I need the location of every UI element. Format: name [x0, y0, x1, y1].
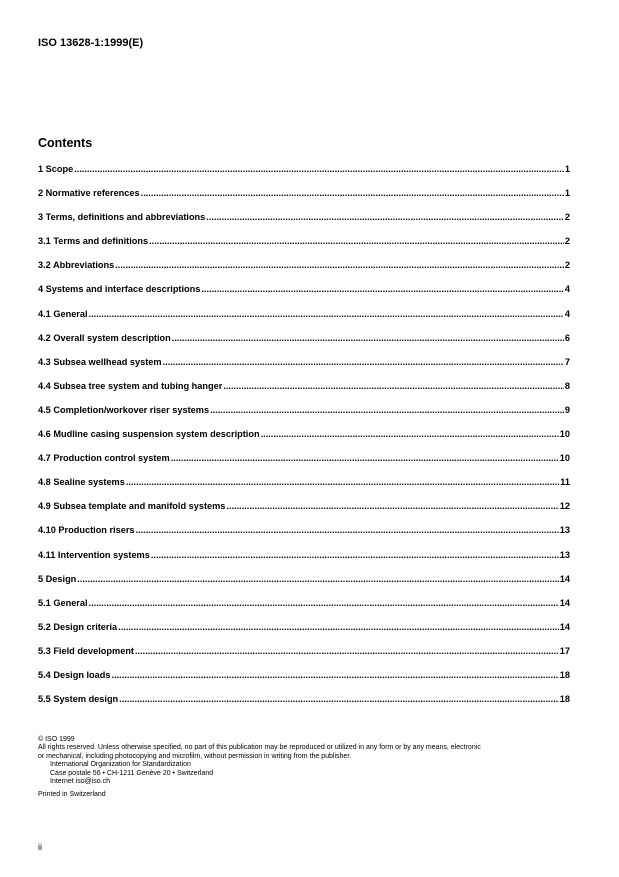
toc-entry-4-systems-interface[interactable] — [38, 283, 570, 307]
toc-dot-leader — [136, 524, 559, 536]
toc-entry-title: 5.5 System design — [38, 694, 119, 705]
toc-entry-title: 4.8 Sealine systems — [38, 477, 125, 488]
toc-entry-title: 1 Scope — [38, 164, 74, 174]
toc-dot-leader — [118, 621, 559, 633]
toc-entry-page: 13 — [559, 525, 570, 536]
toc-entry-5-1-general[interactable] — [38, 597, 570, 621]
toc-entry-title: 4.2 Overall system description — [38, 332, 171, 343]
toc-entry-4-2-overall-system[interactable] — [38, 332, 570, 356]
toc-entry-5-design[interactable] — [38, 573, 570, 597]
toc-entry-4-1-general[interactable] — [38, 308, 570, 332]
toc-entry-page: 18 — [559, 694, 570, 705]
toc-entry-page: 2 — [564, 260, 570, 271]
toc-dot-leader — [206, 211, 564, 223]
rights-statement-line-1: All rights reserved. Unless otherwise specified, no part of this publication may be reproduced or utilized in any form or by any means, electronic — [38, 744, 481, 752]
printed-location: Printed in Switzerland — [38, 791, 106, 799]
toc-dot-leader — [226, 500, 558, 512]
toc-dot-leader — [151, 549, 559, 561]
rights-statement-line-2: or mechanical, including photocopying and microfilm, without permission in writing from the publisher. — [38, 752, 352, 760]
toc-entry-page: 13 — [559, 549, 570, 560]
toc-entry-title: 5 Design — [38, 573, 77, 584]
toc-entry-page: 14 — [559, 597, 570, 608]
copyright-line: © ISO 1999 — [38, 736, 75, 743]
toc-entry-page: 12 — [559, 501, 570, 512]
toc-entry-title: 3 Terms, definitions and abbreviations — [38, 212, 206, 223]
toc-entry-page: 1 — [564, 164, 570, 174]
toc-entry-title: 4.10 Production risers — [38, 525, 135, 536]
toc-entry-page: 11 — [560, 477, 570, 488]
toc-entry-4-3-subsea-wellhead[interactable] — [38, 356, 570, 380]
toc-dot-leader — [74, 163, 564, 175]
toc-dot-leader — [77, 573, 558, 585]
toc-entry-title: 4 Systems and interface descriptions — [38, 284, 201, 295]
document-id-header: ISO 13628-1:1999(E) — [38, 37, 144, 49]
toc-dot-leader — [119, 693, 559, 705]
toc-entry-title: 5.1 General — [38, 597, 88, 608]
toc-entry-page: 17 — [559, 645, 570, 656]
copyright-footer — [38, 736, 583, 800]
organization-internet: Internet iso@iso.ch — [50, 778, 111, 786]
toc-entry-title: 4.3 Subsea wellhead system — [38, 356, 162, 367]
toc-entry-title: 4.1 General — [38, 308, 88, 319]
toc-entry-page: 2 — [564, 236, 570, 247]
toc-entry-4-7-production-control[interactable] — [38, 452, 570, 476]
toc-entry-4-8-sealine[interactable] — [38, 476, 570, 500]
toc-entry-title: 4.6 Mudline casing suspension system description — [38, 429, 260, 440]
toc-entry-title: 5.3 Field development — [38, 645, 134, 656]
organization-name: International Organization for Standardization — [50, 761, 191, 769]
toc-entry-4-6-mudline-casing[interactable] — [38, 428, 570, 452]
toc-entry-title: 4.9 Subsea template and manifold systems — [38, 501, 226, 512]
toc-entry-page: 6 — [564, 332, 570, 343]
toc-entry-page: 9 — [564, 404, 570, 415]
toc-entry-page: 2 — [564, 212, 570, 223]
toc-dot-leader — [135, 645, 559, 657]
toc-entry-4-9-template-manifold[interactable] — [38, 500, 570, 524]
toc-entry-4-5-riser-systems[interactable] — [38, 404, 570, 428]
toc-entry-3-terms[interactable] — [38, 211, 570, 235]
toc-entry-5-5-system-design[interactable] — [38, 693, 570, 717]
toc-entry-4-11-intervention[interactable] — [38, 549, 570, 573]
toc-entry-page: 1 — [564, 188, 570, 199]
toc-entry-page: 8 — [564, 380, 570, 391]
toc-dot-leader — [171, 452, 559, 464]
toc-dot-leader — [172, 332, 564, 344]
toc-entry-title: 3.1 Terms and definitions — [38, 236, 149, 247]
toc-entry-title: 5.4 Design loads — [38, 669, 111, 680]
toc-entry-title: 5.2 Design criteria — [38, 621, 118, 632]
toc-entry-title: 3.2 Abbreviations — [38, 260, 115, 271]
toc-entry-3-2-abbreviations[interactable] — [38, 259, 570, 283]
contents-heading: Contents — [38, 136, 93, 150]
toc-entry-page: 10 — [559, 453, 570, 464]
toc-dot-leader — [115, 259, 564, 271]
toc-dot-leader — [149, 235, 564, 247]
toc-entry-5-4-design-loads[interactable] — [38, 669, 570, 693]
toc-dot-leader — [210, 404, 564, 416]
toc-entry-page: 4 — [564, 284, 570, 295]
toc-entry-4-4-subsea-tree[interactable] — [38, 380, 570, 404]
toc-entry-page: 14 — [559, 621, 570, 632]
page-number: ii — [38, 842, 42, 852]
toc-entry-page: 14 — [559, 573, 570, 584]
toc-dot-leader — [261, 428, 559, 440]
toc-entry-3-1-terms-definitions[interactable] — [38, 235, 570, 259]
toc-dot-leader — [89, 308, 564, 320]
toc-entry-title: 4.7 Production control system — [38, 453, 170, 464]
toc-dot-leader — [112, 669, 559, 681]
toc-entry-5-3-field-development[interactable] — [38, 645, 570, 669]
toc-entry-title: 4.4 Subsea tree system and tubing hanger — [38, 380, 223, 391]
toc-entry-title: 4.11 Intervention systems — [38, 549, 150, 560]
table-of-contents — [38, 163, 570, 717]
toc-dot-leader — [201, 283, 564, 295]
toc-dot-leader — [141, 187, 564, 199]
toc-entry-title: 4.5 Completion/workover riser systems — [38, 404, 210, 415]
toc-dot-leader — [89, 597, 559, 609]
toc-entry-page: 18 — [559, 669, 570, 680]
organization-address: Case postale 56 • CH-1211 Genève 20 • Switzerland — [50, 769, 214, 777]
toc-entry-page: 10 — [559, 429, 570, 440]
toc-dot-leader — [163, 356, 564, 368]
toc-entry-page: 7 — [564, 356, 570, 367]
toc-dot-leader — [223, 380, 564, 392]
toc-entry-title: 2 Normative references — [38, 188, 140, 199]
toc-entry-page: 4 — [564, 308, 570, 319]
toc-dot-leader — [126, 476, 559, 488]
toc-entry-5-2-design-criteria[interactable] — [38, 621, 570, 645]
toc-entry-2-normative-references[interactable] — [38, 187, 570, 211]
toc-entry-1-scope[interactable] — [38, 163, 570, 187]
toc-entry-4-10-production-risers[interactable] — [38, 524, 570, 548]
